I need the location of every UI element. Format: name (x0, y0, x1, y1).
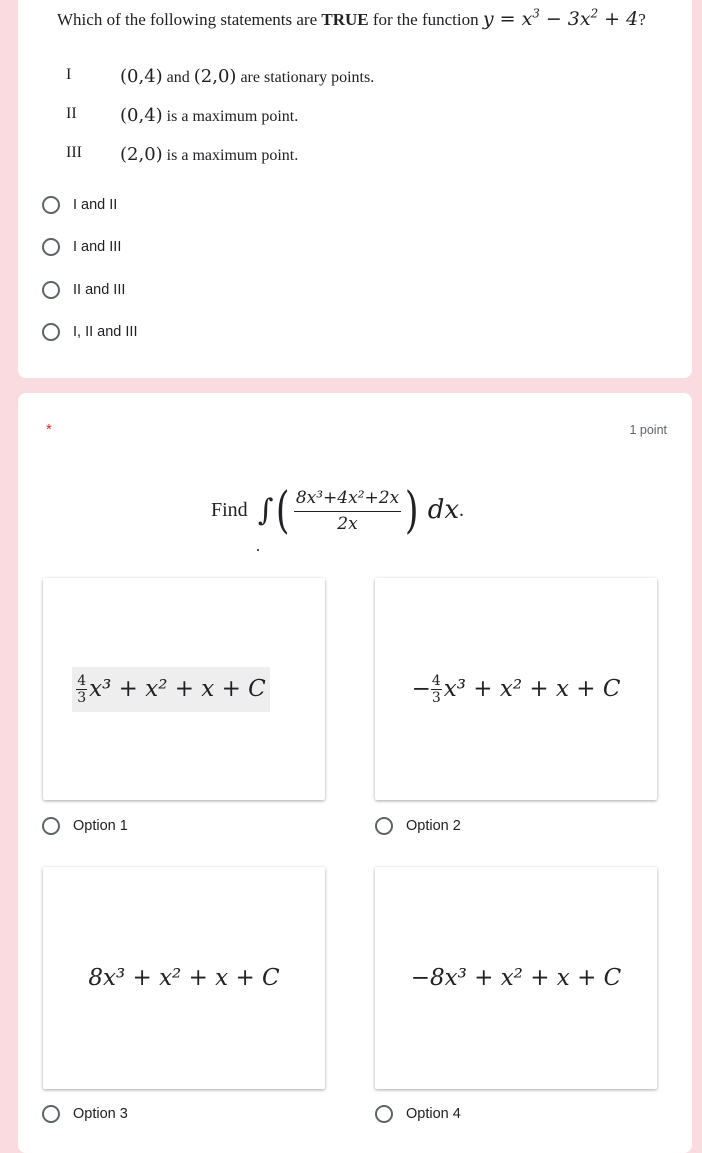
q1-option-1[interactable] (42, 193, 117, 217)
radio-button[interactable] (42, 1105, 60, 1123)
point-b: (2,0) (193, 66, 237, 87)
q1-option-4[interactable] (42, 320, 137, 344)
integrand-numerator: 8x³+4x²+2x (294, 485, 401, 512)
option-label: Option 1 (73, 818, 128, 834)
question-emphasis: TRUE (321, 10, 369, 29)
coefficient-fraction (76, 673, 87, 706)
period: . (459, 498, 464, 521)
expr-body: x³ + x² + x + C (443, 676, 621, 702)
q1-option-2[interactable] (42, 235, 121, 259)
function-part-3: + 4 (598, 8, 639, 30)
integrand-fraction (294, 485, 401, 536)
q1-option-3[interactable] (42, 278, 125, 302)
question-card-1 (18, 0, 692, 378)
find-label: Find (211, 498, 248, 521)
function-exponent-2: 2 (590, 6, 599, 21)
option-label: I, II and III (73, 324, 138, 340)
option-4-expression: −8x³ + x² + x + C (410, 965, 622, 991)
required-asterisk: * (46, 421, 52, 438)
integral-question (211, 475, 464, 545)
question-middle: for the function (368, 10, 483, 29)
statement-text-part: is a maximum point. (162, 147, 299, 164)
integral-sign: ∫ (257, 492, 274, 528)
statement-text-part: and (162, 69, 194, 86)
coef-numerator: 4 (431, 672, 441, 689)
statement-text (120, 144, 298, 165)
function-part-2: − 3x (539, 8, 591, 30)
points-label: 1 point (629, 423, 667, 437)
point-a: (0,4) (120, 66, 163, 87)
function-part: y = x (482, 8, 533, 30)
dx-label: dx (427, 495, 459, 525)
question-1-text (57, 8, 646, 30)
statement-text (120, 66, 374, 87)
radio-button[interactable] (375, 817, 393, 835)
radio-button[interactable] (42, 281, 60, 299)
radio-button[interactable] (42, 323, 60, 341)
q2-option-4[interactable] (375, 1102, 461, 1126)
statement-number: III (66, 144, 82, 161)
question-card-2 (18, 393, 692, 1153)
q2-option-3[interactable] (42, 1102, 128, 1126)
coef-numerator: 4 (77, 672, 87, 689)
option-4-image[interactable] (375, 867, 657, 1089)
right-paren: ) (405, 481, 419, 539)
function-expression (483, 8, 638, 30)
expr-sign: − (411, 676, 431, 702)
question-prefix: Which of the following statements are (57, 10, 322, 29)
option-label: I and III (73, 239, 122, 255)
option-label: Option 4 (406, 1106, 461, 1122)
statement-number: I (66, 66, 72, 83)
coefficient-fraction (431, 673, 442, 706)
statement-text (120, 105, 298, 126)
radio-button[interactable] (375, 1105, 393, 1123)
question-suffix: ? (638, 10, 646, 29)
statement-text-part: are stationary points. (236, 69, 375, 86)
point-a: (0,4) (120, 105, 163, 126)
radio-button[interactable] (42, 817, 60, 835)
radio-button[interactable] (42, 196, 60, 214)
q2-option-1[interactable] (42, 814, 128, 838)
coef-denominator: 3 (431, 689, 441, 706)
stray-dot (257, 549, 259, 551)
expr-body: x³ + x² + x + C (89, 676, 266, 702)
function-exponent-1: 3 (532, 6, 540, 21)
statement-number: II (66, 105, 77, 122)
option-label: I and II (73, 197, 118, 213)
radio-button[interactable] (42, 238, 60, 256)
left-paren: ( (276, 481, 290, 539)
coef-denominator: 3 (77, 689, 87, 706)
option-3-expression: 8x³ + x² + x + C (88, 965, 280, 991)
point-a: (2,0) (120, 144, 163, 165)
q2-option-2[interactable] (375, 814, 461, 838)
option-3-image[interactable] (43, 867, 325, 1089)
option-1-expression (72, 667, 270, 712)
option-label: II and III (73, 282, 126, 298)
option-1-image[interactable] (43, 578, 325, 800)
integrand-denominator: 2x (337, 513, 358, 534)
option-2-expression (412, 673, 621, 706)
option-label: Option 2 (406, 818, 461, 834)
statement-text-part: is a maximum point. (162, 108, 299, 125)
option-2-image[interactable] (375, 578, 657, 800)
option-label: Option 3 (73, 1106, 128, 1122)
